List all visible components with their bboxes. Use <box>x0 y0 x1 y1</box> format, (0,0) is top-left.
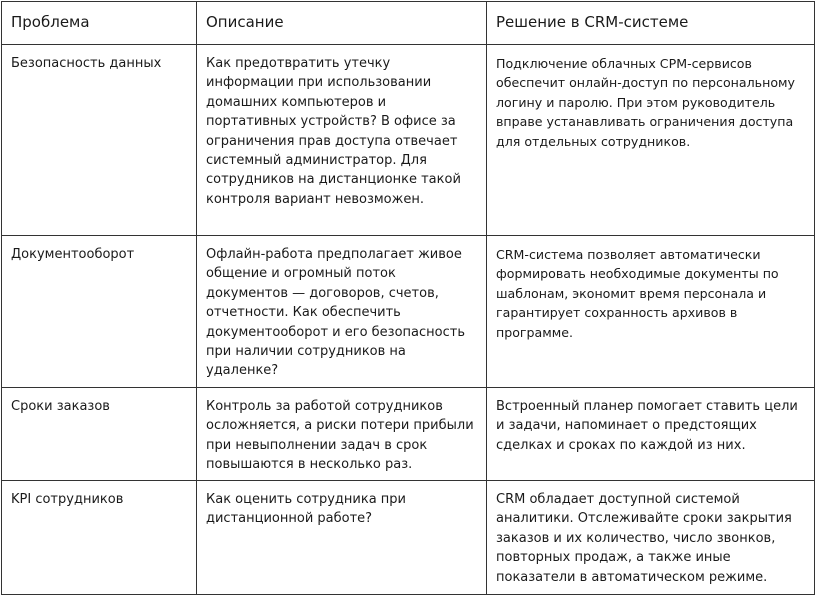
problem-cell <box>2 45 197 236</box>
table-row <box>2 236 815 388</box>
solution-cell <box>487 236 815 388</box>
problem-text: Безопасность данных <box>11 56 162 71</box>
description-cell <box>197 481 487 595</box>
problem-text: Документооборот <box>11 247 135 262</box>
problem-cell <box>2 388 197 481</box>
description-text: Офлайн-работа предполагает живое общение и огромный поток документов — договоров, счетов, отчетности. Как обеспечить документооборот и его безопасность при наличии сотрудников на удаленке? <box>206 247 465 379</box>
description-cell <box>197 388 487 481</box>
header-cell-description <box>197 2 487 45</box>
solution-text: Подключение облачных СРМ-сервисов обеспечит онлайн-доступ по персональному логину и паролю. При этом руководитель вправе устанавливать ограничения доступа для отдельных сотрудников. <box>496 56 795 149</box>
table-row <box>2 45 815 236</box>
description-text: Контроль за работой сотрудников осложняется, а риски потери прибыли при невыполнении задач в срок повышаются в несколько раз. <box>206 399 474 473</box>
solution-cell <box>487 45 815 236</box>
table-header-row <box>2 2 815 45</box>
problem-text: Сроки заказов <box>11 399 110 414</box>
header-cell-problem <box>2 2 197 45</box>
table-row <box>2 481 815 595</box>
table-row <box>2 388 815 481</box>
solution-text: Встроенный планер помогает ставить цели и задачи, напоминает о предстоящих сделках и сроках по каждой из них. <box>496 399 798 453</box>
description-text: Как предотвратить утечку информации при использовании домашних компьютеров и портативных устройств? В офисе за ограничения прав доступа отвечает системный администратор. Для сотрудников на дистанционке такой контроля вариант невозможен. <box>206 56 461 207</box>
header-label: Решение в CRM-системе <box>496 13 689 31</box>
description-cell <box>197 45 487 236</box>
solution-cell <box>487 481 815 595</box>
header-label: Описание <box>206 13 284 31</box>
header-cell-solution <box>487 2 815 45</box>
problem-text: KPI сотрудников <box>11 492 124 507</box>
problem-cell <box>2 236 197 388</box>
comparison-table <box>1 1 815 595</box>
problem-cell <box>2 481 197 595</box>
solution-text: CRM обладает доступной системой аналитики. Отслеживайте сроки закрытия заказов и их количество, число звонков, повторных продаж, а также иные показатели в автоматическом режиме. <box>496 492 792 585</box>
header-label: Проблема <box>11 13 90 31</box>
description-cell <box>197 236 487 388</box>
solution-text: CRM-система позволяет автоматически формировать необходимые документы по шаблонам, экономит время персонала и гарантирует сохранность архивов в программе. <box>496 247 779 340</box>
solution-cell <box>487 388 815 481</box>
description-text: Как оценить сотрудника при дистанционной работе? <box>206 492 407 527</box>
